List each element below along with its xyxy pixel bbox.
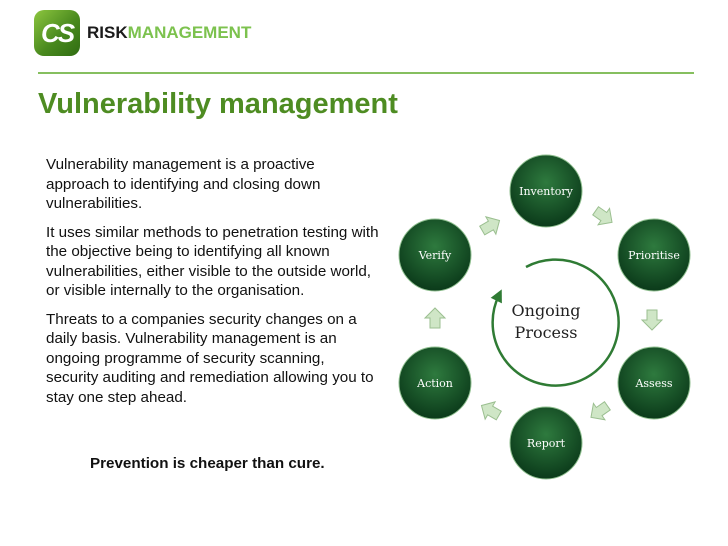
node-label-prioritise: Prioritise	[628, 249, 680, 262]
logo-prefix: RISK	[87, 23, 128, 42]
arrow-action-to-verify	[425, 308, 445, 328]
cycle-node-inventory	[510, 155, 582, 227]
arrow-inventory-to-prioritise	[590, 203, 618, 231]
node-label-report: Report	[526, 437, 566, 450]
arrow-assess-to-report	[585, 398, 613, 426]
tagline: Prevention is cheaper than cure.	[90, 455, 325, 472]
paragraph-methods: It uses similar methods to penetration testing with the objective being to identifying all known vulnerabilities, either visible to the outside world, or visible internally to the organisation.	[46, 223, 379, 299]
cycle-node-prioritise	[618, 219, 690, 291]
logo-letters: CS	[40, 18, 74, 48]
node-label-assess: Assess	[635, 377, 673, 390]
arrow-prioritise-to-assess	[642, 310, 662, 330]
cycle-node-report	[510, 407, 582, 479]
arrow-report-to-action	[476, 397, 503, 424]
node-label-verify: Verify	[418, 249, 452, 262]
paragraph-intro: Vulnerability management is a proactive approach to identifying and closing down vulnerabilities.	[46, 156, 321, 212]
logo-suffix: MANAGEMENT	[127, 23, 252, 42]
center-label-line2: Process	[514, 323, 578, 342]
cycle-node-assess	[618, 347, 690, 419]
cycle-node-action	[399, 347, 471, 419]
paragraph-threats: Threats to a companies security changes on a daily basis. Vulnerability management is an ongoing programme of security scanning, security auditing and remediation allowing you to stay one step ahead.	[46, 310, 374, 406]
center-label-line1: Ongoing	[511, 301, 581, 320]
cycle-node-verify	[399, 219, 471, 291]
arrow-verify-to-inventory	[477, 212, 504, 239]
node-label-action: Action	[417, 377, 453, 390]
slide-title: Vulnerability management	[38, 88, 398, 120]
node-label-inventory: Inventory	[519, 185, 573, 198]
